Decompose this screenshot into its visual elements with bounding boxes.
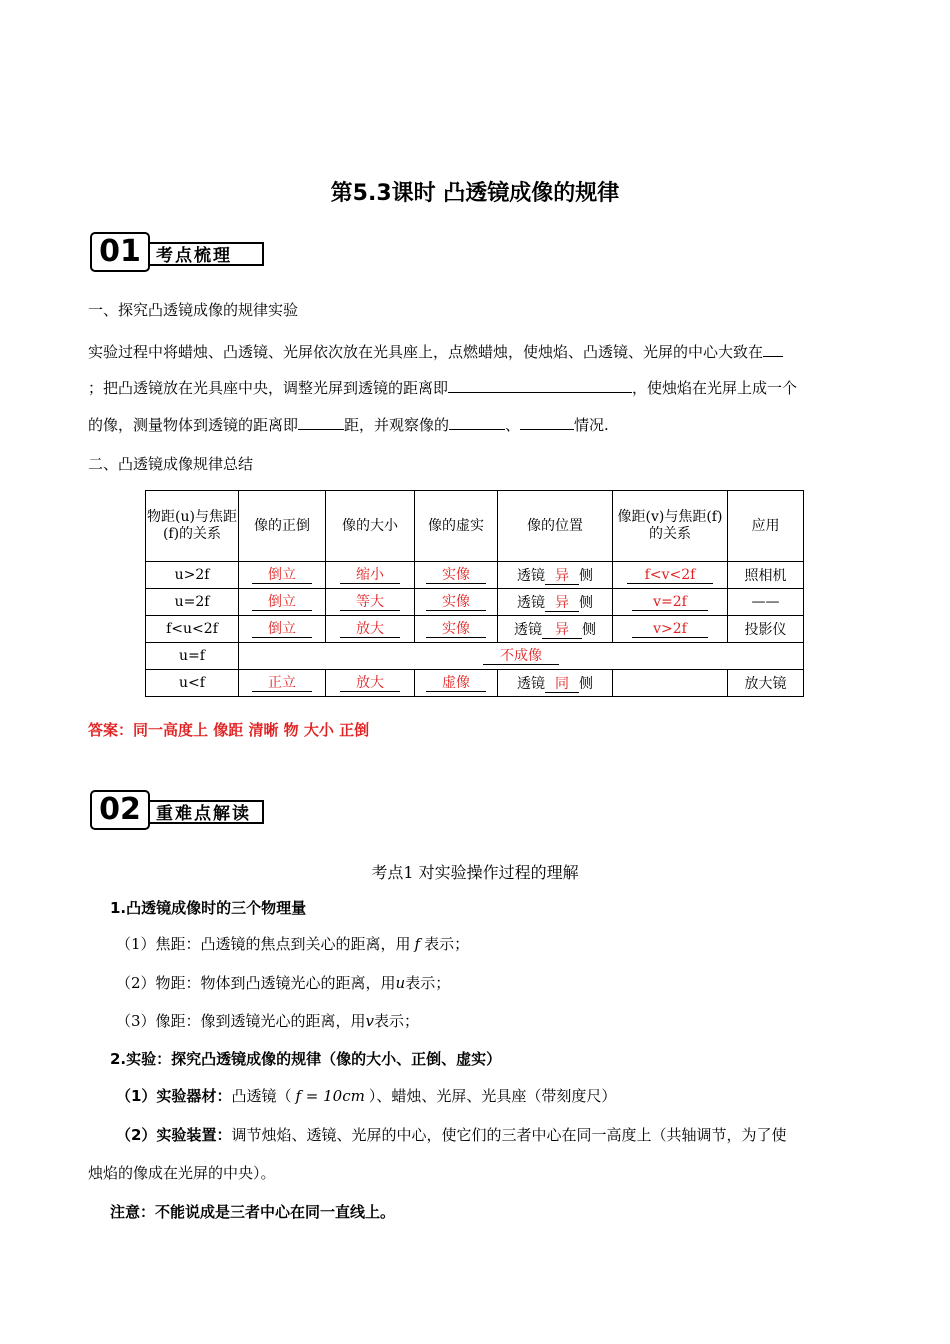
kp1-title: 考点1 对实验操作过程的理解 (371, 863, 579, 882)
fill-real: 实像 (426, 594, 486, 611)
section-label: 重难点解读 (148, 800, 264, 824)
cell-size (326, 562, 415, 589)
cell-rel: u<f (146, 670, 239, 697)
cell-rel: f<u<2f (146, 616, 239, 643)
cell-pos (498, 562, 613, 589)
cell-pos (498, 589, 613, 616)
fill-merged: 不成像 (483, 648, 559, 665)
th-app: 应用 (728, 491, 804, 562)
table-row (146, 616, 804, 643)
cell-v (613, 616, 728, 643)
cell-size (326, 670, 415, 697)
kp1-item2 (116, 973, 896, 993)
blank-5 (520, 415, 574, 430)
p1-line3c: 、 (505, 416, 521, 434)
p1-line3a: 的像，测量物体到透镜的距离即 (88, 416, 299, 434)
fill-v: f<v<2f (627, 567, 713, 584)
cell-real (415, 589, 498, 616)
fill-pos: 异 (545, 595, 579, 612)
section-number: 01 (90, 232, 150, 272)
fill-orient: 倒立 (252, 594, 312, 611)
item1-text-a: （1）焦距：凸透镜的焦点到关心的距离，用 (116, 935, 411, 953)
item1-text-b: 表示； (424, 935, 470, 953)
cell-real (415, 670, 498, 697)
pos-post: 侧 (579, 676, 593, 692)
p2-heading: 二、凸透镜成像规律总结 (88, 455, 254, 473)
cell-orient (239, 616, 326, 643)
setup-text1: 调节烛焰、透镜、光屏的中心，使它们的三者中心在同一高度上（共轴调节，为了使 (231, 1126, 787, 1144)
pos-pre: 透镜 (517, 568, 545, 584)
cell-orient (239, 589, 326, 616)
cell-app: 照相机 (728, 562, 804, 589)
cell-orient (239, 562, 326, 589)
cell-pos (498, 616, 613, 643)
p1-heading: 一、探究凸透镜成像的规律实验 (88, 301, 299, 319)
fill-orient: 倒立 (252, 621, 312, 638)
fill-pos: 异 (545, 568, 579, 585)
fill-real: 虚像 (426, 675, 486, 692)
section-badge-01 (90, 232, 270, 270)
th-rel: 物距(u)与焦距(f)的关系 (146, 491, 239, 562)
kp1-item1 (116, 934, 896, 954)
cell-v (613, 670, 728, 697)
cell-orient (239, 670, 326, 697)
var-u: u (395, 974, 406, 992)
fill-orient: 倒立 (252, 567, 312, 584)
blank-2 (448, 378, 632, 393)
answer-line: 答案：同一高度上 像距 清晰 物 大小 正倒 (88, 721, 370, 739)
cell-real (415, 616, 498, 643)
fill-v: v>2f (632, 621, 708, 638)
item2-text-a: （2）物距：物体到凸透镜光心的距离，用 (116, 974, 396, 992)
p1-line3 (88, 415, 868, 435)
setup-line-2: 烛焰的像成在光屏的中央）。 (88, 1164, 276, 1182)
th-real: 像的虚实 (415, 491, 498, 562)
kp1-item3 (116, 1011, 896, 1031)
table-row (146, 562, 804, 589)
blank-3 (298, 415, 344, 430)
kp1-sub2: 2.实验：探究凸透镜成像的规律（像的大小、正倒、虚实） (110, 1050, 502, 1068)
fill-real: 实像 (426, 567, 486, 584)
var-v: v (365, 1012, 375, 1030)
section-badge-02 (90, 790, 270, 828)
th-size: 像的大小 (326, 491, 415, 562)
table-row (146, 670, 804, 697)
th-pos: 像的位置 (498, 491, 613, 562)
equip-b: ）、蜡烛、光屏、光具座（带刻度尺） (368, 1087, 617, 1105)
blank-4 (449, 415, 505, 430)
note: 注意：不能说成是三者中心在同一直线上。 (110, 1203, 396, 1221)
equipment-line (116, 1086, 896, 1106)
section-number: 02 (90, 790, 150, 830)
fill-orient: 正立 (252, 675, 312, 692)
p1-line2a: ；把凸透镜放在光具座中央，调整光屏到透镜的距离即 (88, 379, 449, 397)
item2-text-b: 表示； (405, 974, 451, 992)
equip-a: 凸透镜（ (231, 1087, 292, 1105)
cell-rel: u=f (146, 643, 239, 670)
p1-line3d: 情况. (574, 416, 609, 434)
p1-line1-text: 实验过程中将蜡烛、凸透镜、光屏依次放在光具座上，点燃蜡烛，使烛焰、凸透镜、光屏的中心大致在 (88, 343, 764, 361)
page-title: 第5.3课时 凸透镜成像的规律 (330, 181, 620, 206)
th-orient: 像的正倒 (239, 491, 326, 562)
fill-v: v=2f (632, 594, 708, 611)
cell-rel: u>2f (146, 562, 239, 589)
setup-line (116, 1125, 876, 1145)
cell-v (613, 589, 728, 616)
pos-pre: 透镜 (517, 676, 545, 692)
cell-app: 投影仪 (728, 616, 804, 643)
cell-app: 放大镜 (728, 670, 804, 697)
cell-size (326, 589, 415, 616)
table-header-row (146, 491, 804, 562)
cell-real (415, 562, 498, 589)
fill-real: 实像 (426, 621, 486, 638)
fill-size: 放大 (340, 621, 400, 638)
equip-formula: f = 10cm (295, 1087, 365, 1105)
pos-pre: 透镜 (517, 595, 545, 611)
pos-post: 侧 (579, 595, 593, 611)
kp1-sub1: 1.凸透镜成像时的三个物理量 (110, 899, 307, 917)
equip-label: （1）实验器材： (116, 1087, 232, 1105)
item3-text-a: （3）像距：像到透镜光心的距离，用 (116, 1012, 366, 1030)
blank-1 (763, 342, 783, 357)
rules-table (145, 490, 804, 697)
fill-pos: 异 (542, 622, 582, 639)
section-label: 考点梳理 (148, 242, 264, 266)
table-row (146, 589, 804, 616)
fill-size: 放大 (340, 675, 400, 692)
cell-pos (498, 670, 613, 697)
cell-merged (239, 643, 804, 670)
p1-line2 (88, 378, 878, 398)
p1-line1 (88, 342, 878, 362)
fill-pos: 同 (545, 676, 579, 693)
item3-text-b: 表示； (374, 1012, 420, 1030)
fill-size: 缩小 (340, 567, 400, 584)
p1-line2b: ，使烛焰在光屏上成一个 (632, 379, 798, 397)
cell-rel: u=2f (146, 589, 239, 616)
fill-size: 等大 (340, 594, 400, 611)
pos-post: 侧 (582, 622, 596, 638)
cell-app: —— (728, 589, 804, 616)
pos-post: 侧 (579, 568, 593, 584)
table-row (146, 643, 804, 670)
pos-pre: 透镜 (514, 622, 542, 638)
cell-v (613, 562, 728, 589)
setup-label: （2）实验装置： (116, 1126, 232, 1144)
cell-size (326, 616, 415, 643)
p1-line3b: 距，并观察像的 (344, 416, 450, 434)
var-f: f (414, 935, 421, 953)
th-v: 像距(v)与焦距(f)的关系 (613, 491, 728, 562)
